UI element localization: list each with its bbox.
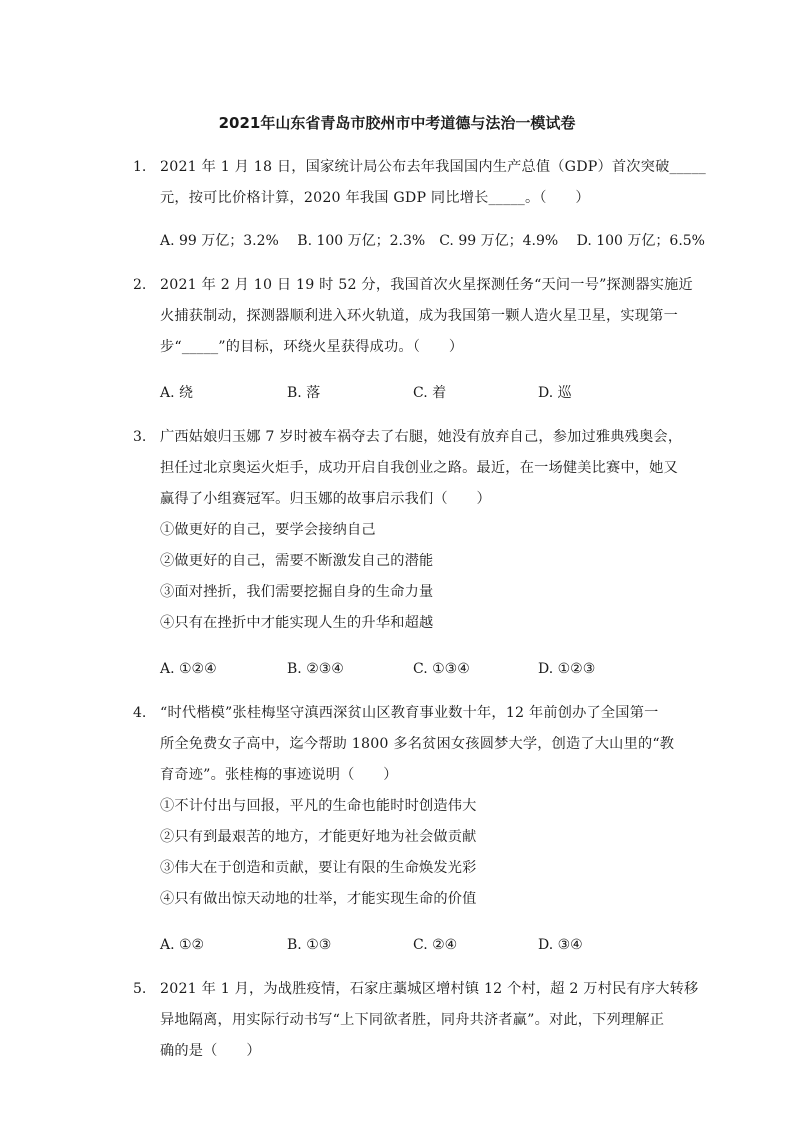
question-number: 5. (133, 981, 147, 997)
statement-1: ①做更好的自己，要学会接纳自己 (160, 522, 376, 538)
option-c: C. ②④ (413, 937, 458, 953)
stem-line: 火捕获制动，探测器顺利进入环火轨道，成为我国第一颗人造火星卫星，实现第一 (160, 308, 678, 324)
stem-line: “时代楷模”张桂梅坚守滇西深贫山区教育事业数十年，12 年前创办了全国第一 (160, 705, 659, 721)
option-b: B. ①③ (287, 937, 332, 953)
question-stem (160, 152, 706, 214)
stem-line: 育奇迹”。张桂梅的事迹说明（ ） (160, 767, 398, 783)
option-d: D. 巡 (538, 385, 572, 401)
statement-2: ②只有到最艰苦的地方，才能更好地为社会做贡献 (160, 829, 477, 845)
question-stem (160, 974, 699, 1067)
statement-1: ①不计付出与回报，平凡的生命也能时时创造伟大 (160, 798, 477, 814)
option-a: A. 绕 (160, 385, 194, 401)
question-number: 2. (133, 277, 147, 293)
statement-3: ③伟大在于创造和贡献，要让有限的生命焕发光彩 (160, 860, 477, 876)
stem-line: 步“_____”的目标，环绕火星获得成功。（ ） (160, 339, 464, 355)
question-number: 3. (133, 429, 147, 445)
stem-line: 赢得了小组赛冠军。归玉娜的故事启示我们（ ） (160, 491, 491, 507)
stem-line: 2021 年 1 月，为战胜疫情，石家庄藁城区增村镇 12 个村，超 2 万村民有序大转移 (160, 981, 699, 997)
stem-line: 2021 年 1 月 18 日，国家统计局公布去年我国国内生产总值（GDP）首次突破_____ (160, 159, 706, 175)
stem-line: 元，按可比价格计算，2020 年我国 GDP 同比增长_____。（ ） (160, 190, 590, 206)
exam-title: 2021年山东省青岛市胶州市中考道德与法治一模试卷 (218, 114, 576, 132)
stem-line: 2021 年 2 月 10 日 19 时 52 分，我国首次火星探测任务“天问一号”探测器实施近 (160, 277, 693, 293)
question-stem (160, 698, 675, 915)
option-d: D. ③④ (538, 937, 583, 953)
stem-line: 所全免费女子高中，迄今帮助 1800 多名贫困女孩圆梦大学，创造了大山里的“教 (160, 736, 675, 752)
statement-3: ③面对挫折，我们需要挖掘自身的生命力量 (160, 584, 434, 600)
stem-line: 广西姑娘归玉娜 7 岁时被车祸夺去了右腿，她没有放弃自己，参加过雅典残奥会， (160, 429, 683, 445)
stem-line: 担任过北京奥运火炬手，成功开启自我创业之路。最近，在一场健美比赛中，她又 (160, 460, 678, 476)
question-number: 4. (133, 705, 147, 721)
option-c: C. 着 (413, 385, 447, 401)
option-a: A. ①② (160, 937, 205, 953)
stem-line: 异地隔离，用实际行动书写“上下同欲者胜，同舟共济者赢”。对此，下列理解正 (160, 1012, 665, 1028)
option-a: A. ①②④ (160, 661, 217, 677)
option-b: B. 落 (287, 385, 321, 401)
stem-line: 确的是（ ） (160, 1043, 261, 1059)
question-stem (160, 422, 683, 639)
option-c: C. ①③④ (413, 661, 470, 677)
option-b: B. ②③④ (287, 661, 344, 677)
statement-4: ④只有做出惊天动地的壮举，才能实现生命的价值 (160, 891, 477, 907)
statement-2: ②做更好的自己，需要不断激发自己的潜能 (160, 553, 434, 569)
question-number: 1. (133, 159, 147, 175)
question-stem (160, 270, 693, 363)
options-line: A. 99 万亿；3.2% B. 100 万亿；2.3% C. 99 万亿；4.9% D. 100 万亿；6.5% (160, 233, 705, 249)
statement-4: ④只有在挫折中才能实现人生的升华和超越 (160, 615, 434, 631)
option-d: D. ①②③ (538, 661, 596, 677)
